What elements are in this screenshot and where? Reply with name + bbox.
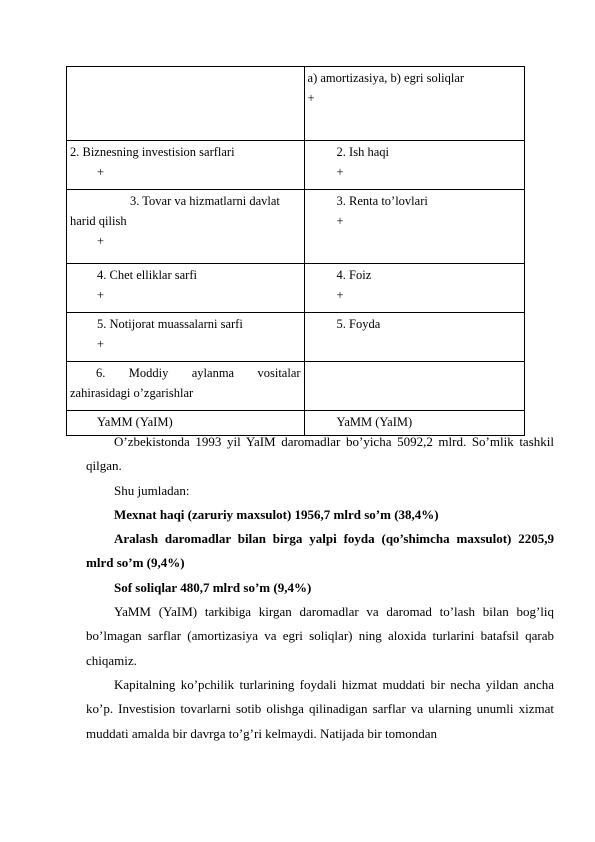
table-row [67, 313, 525, 362]
cell-line: zahirasidagi o’zgarishlar [70, 386, 194, 400]
cell-line: 5. Notijorat muassalarni sarfi [97, 317, 243, 331]
table-cell [304, 190, 524, 264]
table-row [67, 264, 525, 313]
cell-line: YaMM (YaIM) [97, 415, 173, 429]
cell-line: + [307, 91, 315, 105]
gdp-table [66, 66, 525, 436]
cell-line: a) amortizasiya, b) egri soliqlar [307, 71, 465, 85]
table-cell [67, 141, 305, 190]
paragraph: Shu jumladan: [114, 482, 190, 498]
cell-line: + [336, 165, 344, 179]
cell-line: + [97, 288, 105, 302]
cell-line: 6. Moddiy aylanma vositalar [96, 366, 301, 380]
cell-line: 2. Biznesning investision sarflari [70, 145, 235, 159]
paragraph: O’zbekistonda 1993 yil YaIM daromadlar bo’yicha 5092,2 mlrd. So’mlik tashkil qilgan. [86, 434, 554, 474]
cell-line: + [97, 234, 105, 248]
table-cell [67, 313, 305, 362]
paragraph: Mexnat haqi (zaruriy maxsulot) 1956,7 mlrd so’m (38,4%) [114, 506, 439, 522]
table-cell [304, 264, 524, 313]
table-cell [304, 362, 524, 411]
table-row [67, 67, 525, 141]
paragraph: Kapitalning ko’pchilik turlarining foydali hizmat muddati bir necha yildan ancha ko’p. Investision tovarlarni sotib olishga qilinadigan sarflar va ularning unumli xizmat muddati amalda bir davrga to’g’ri kelmaydi. Natijada bir tomondan [86, 676, 554, 741]
cell-line: harid qilish [70, 214, 127, 228]
table-cell [304, 141, 524, 190]
table-cell [67, 362, 305, 411]
cell-line: 4. Foiz [336, 268, 372, 282]
table-cell [67, 190, 305, 264]
table-cell [67, 67, 305, 141]
cell-line: 4. Chet elliklar sarfi [97, 268, 197, 282]
table-cell [304, 313, 524, 362]
cell-line: + [97, 337, 105, 351]
cell-line: + [97, 165, 105, 179]
cell-line: + [336, 288, 344, 302]
body-text [86, 430, 554, 746]
cell-line: 3. Tovar va hizmatlarni davlat [130, 194, 280, 208]
cell-line: + [336, 214, 344, 228]
cell-line: 2. Ish haqi [336, 145, 389, 159]
cell-line: 3. Renta to’lovlari [336, 194, 428, 208]
paragraph: Aralash daromadlar bilan birga yalpi foyda (qo’shimcha maxsulot) 2205,9 mlrd so’m (9,4%) [86, 531, 554, 571]
cell-line: 5. Foyda [336, 317, 381, 331]
paragraph: Sof soliqlar 480,7 mlrd so’m (9,4%) [114, 579, 312, 595]
table-row [67, 362, 525, 411]
paragraph: YaMM (YaIM) tarkibiga kirgan daromadlar va daromad to’lash bilan bog’liq bo’lmagan sarflar (amortizasiya va egri soliqlar) ning aloxida turlarini batafsil qarab chiqamiz. [86, 604, 554, 668]
table-row [67, 141, 525, 190]
table-cell [67, 264, 305, 313]
cell-line: YaMM (YaIM) [336, 415, 413, 429]
table-cell [304, 67, 524, 141]
table-row [67, 190, 525, 264]
